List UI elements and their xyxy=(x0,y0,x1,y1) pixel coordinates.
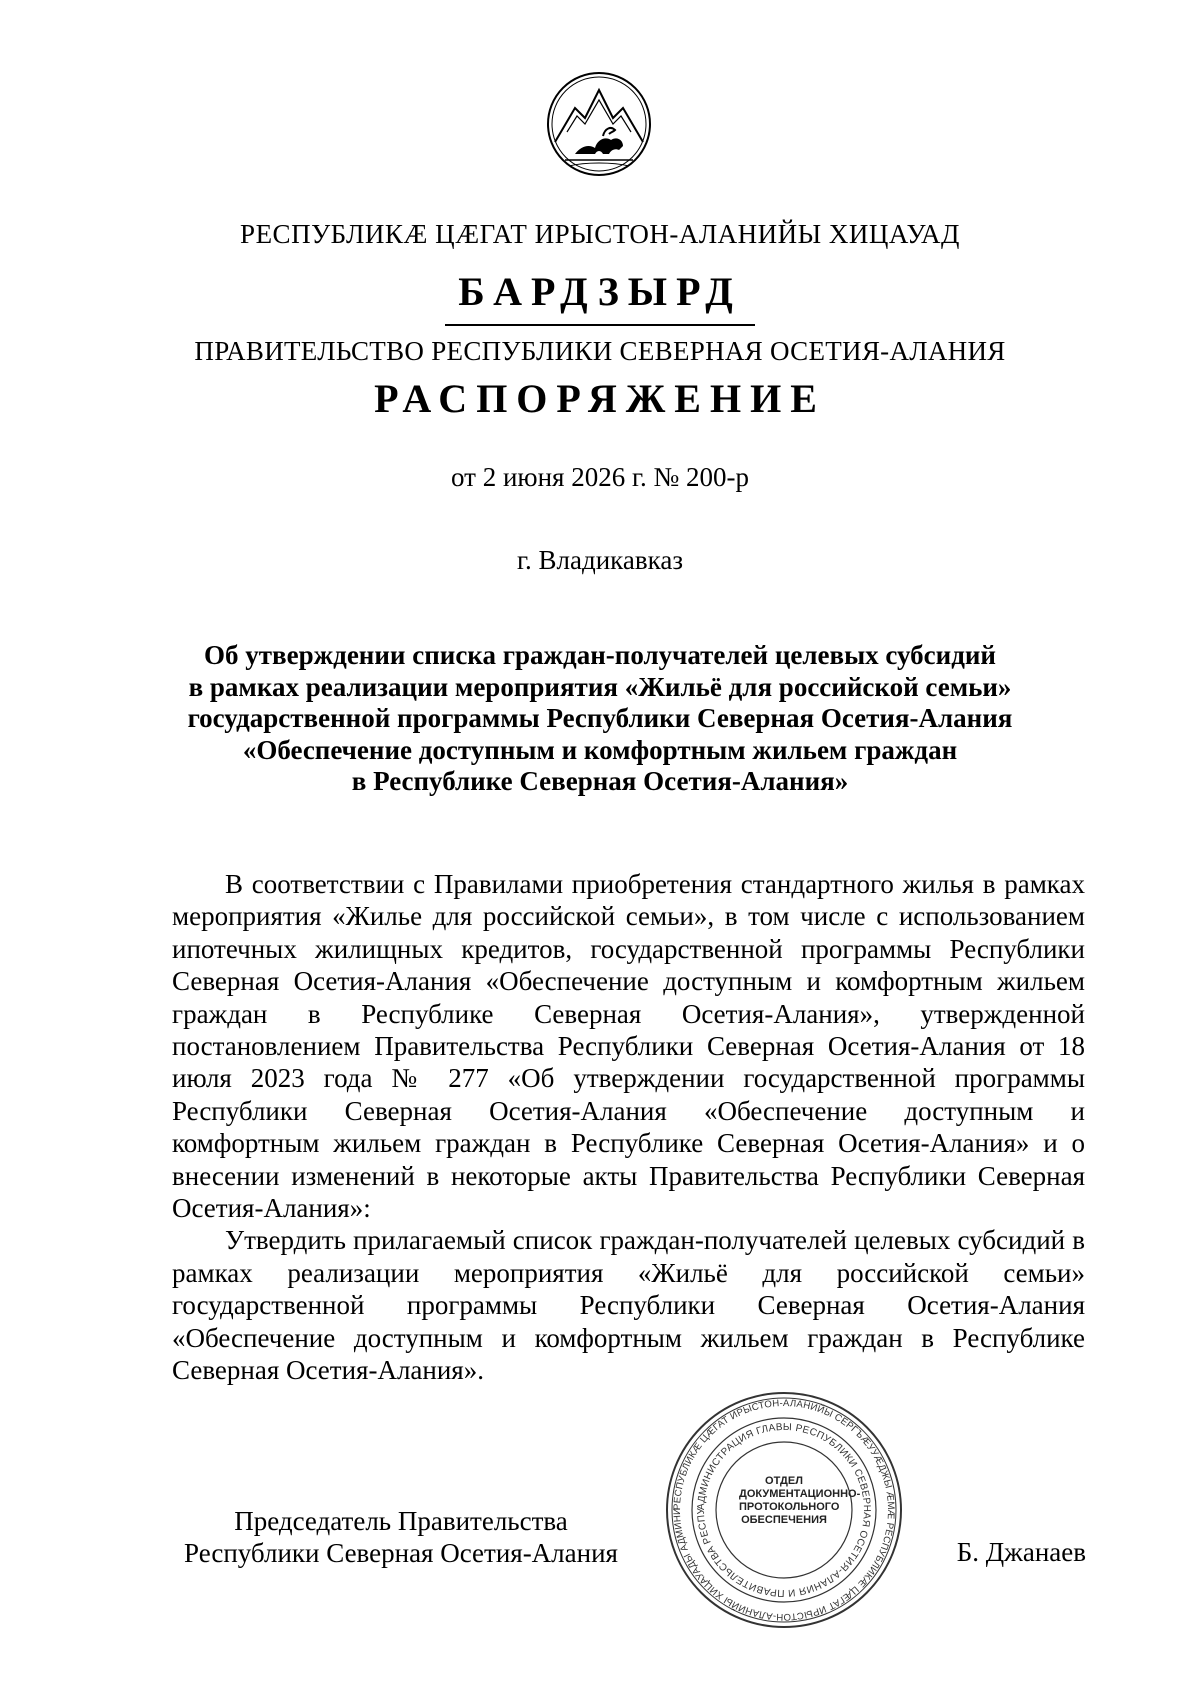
body-paragraph: Утвердить прилагаемый список граждан-получателей целевых субсидий в рамках реализации мероприятия «Жильё для российской семьи» государственной программы Республики Северная Осетия-Алания «Обеспечение доступным и комфортным жильем граждан в Республике Северная Осетия-Алания». xyxy=(172,1225,1085,1386)
coat-of-arms-emblem xyxy=(545,70,653,178)
ossetian-government-name: РЕСПУБЛИКӔ ЦӔГАТ ИРЫСТОН-АЛАНИЙЫ ХИЦАУАД xyxy=(240,219,960,249)
document-date-number: от 2 июня 2026 г. № 200-р xyxy=(451,462,749,492)
signatory-position-line: Республики Северная Осетия-Алания xyxy=(184,1538,618,1568)
subject-line: в Республике Северная Осетия-Алания» xyxy=(351,766,849,796)
document-body xyxy=(172,868,1085,1387)
stamp-center xyxy=(739,1475,861,1527)
stamp-center-line: ПРОТОКОЛЬНОГО xyxy=(739,1501,840,1513)
emblem-icon xyxy=(545,70,653,178)
subject-line: «Обеспечение доступным и комфортным жильем граждан xyxy=(242,734,958,765)
official-stamp xyxy=(664,1390,904,1630)
russian-government-name: ПРАВИТЕЛЬСТВО РЕСПУБЛИКИ СЕВЕРНАЯ ОСЕТИЯ-АЛАНИЯ xyxy=(194,336,1006,366)
stamp-center-line: ОБЕСПЕЧЕНИЯ xyxy=(741,1514,827,1526)
subject-line: государственной программы Республики Северная Осетия-Алания xyxy=(187,703,1013,733)
russian-document-type: РАСПОРЯЖЕНИЕ xyxy=(374,376,826,421)
ossetian-document-type: БАРДЗЫРД xyxy=(458,269,742,314)
body-paragraph: В соответствии с Правилами приобретения стандартного жилья в рамках мероприятия «Жилье для российской семьи», в том числе с использованием ипотечных жилищных кредитов, государственной программы Республики Северная Осетия-Алания «Обеспечение доступным и комфортным жильем граждан в Республике Северная Осетия-Алания», утвержденной постановлением Правительства Республики Северная Осетия-Алания от 18 июля 2023 года № 277 «Об утверждении государственной программы Республики Северная Осетия-Алания «Обеспечение доступным и комфортным жильем граждан в Республике Северная Осетия-Алания» и о внесении изменений в некоторые акты Правительства Республики Северная Осетия-Алания»: xyxy=(172,869,1085,1224)
stamp-center-line: ОТДЕЛ xyxy=(765,1475,803,1487)
signatory-position-line: Председатель Правительства xyxy=(234,1506,568,1536)
stamp-center-line: ДОКУМЕНТАЦИОННО- xyxy=(739,1488,861,1500)
document-subject xyxy=(150,640,1050,798)
header-divider xyxy=(445,324,755,326)
stamp-outer-text: РЕСПУБЛИКӔ ЦӔГАТ ИРЫСТОН-АЛАНИЙЫ СЕРГЪӔУУӔДЖЫ ӔМӔ РЕСПУБЛИКӔ ЦӔГАТ ИРЫСТОН-АЛАНИЙЫ ХИЦАУАДЫ АДМИНИ xyxy=(671,1397,897,1623)
subject-line: в рамках реализации мероприятия «Жильё для российской семьи» xyxy=(188,671,1012,702)
signatory-position xyxy=(172,1505,630,1569)
signatory-name: Б. Джанаев xyxy=(956,1537,1086,1567)
document-city: г. Владикавказ xyxy=(517,545,683,575)
stamp-middle-text: АДМИНИСТРАЦИЯ ГЛАВЫ РЕСПУБЛИКИ СЕВЕРНАЯ ОСЕТИЯ-АЛАНИЯ И ПРАВИТЕЛЬСТВА РЕСПУ xyxy=(695,1421,873,1599)
subject-line: Об утверждении списка граждан-получателей целевых субсидий xyxy=(203,640,996,670)
